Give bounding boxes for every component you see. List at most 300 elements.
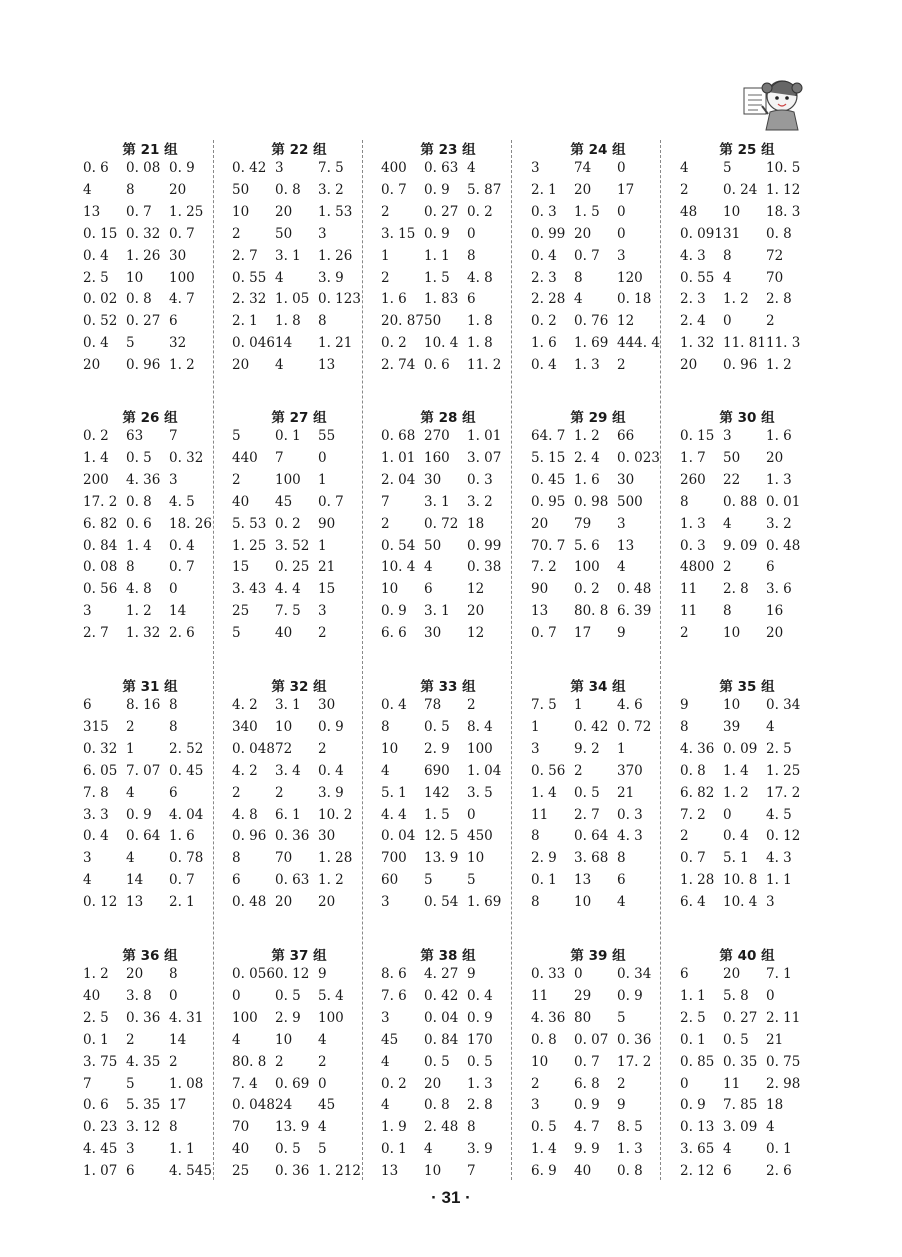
answer-value: 6 (83, 697, 92, 713)
answer-value: 15 (232, 559, 250, 576)
answer-value: 1. 8 (275, 313, 301, 330)
answer-value: 0 (169, 581, 178, 598)
answer-value: 55 (318, 428, 336, 444)
answer-value: 0. 091 (680, 225, 723, 242)
answer-value: 0. 5 (126, 449, 152, 466)
answer-value: 120 (617, 269, 643, 286)
answer-value: 1. 3 (574, 357, 600, 374)
answer-value: 0. 32 (169, 449, 204, 466)
answer-value: 0. 9 (574, 1097, 600, 1114)
answer-value: 2. 11 (766, 1009, 801, 1026)
answer-value: 0. 046 (232, 335, 275, 352)
answer-value: 12 (467, 581, 485, 598)
answer-value: 0. 07 (574, 1031, 609, 1048)
answer-value: 0. 9 (617, 987, 643, 1004)
answer-value: 8. 6 (381, 966, 407, 982)
answer-value: 4 (318, 1031, 327, 1048)
answer-value: 2. 48 (424, 1119, 459, 1136)
answer-value: 3 (381, 1009, 390, 1026)
answer-value: 0. 9 (169, 160, 195, 176)
answer-value: 1. 2 (126, 603, 152, 620)
answer-value: 50 (424, 537, 442, 554)
answer-value: 18. 26 (169, 515, 212, 532)
answer-value: 6 (232, 872, 241, 889)
answer-value: 0. 32 (126, 225, 161, 242)
answer-value: 7. 2 (680, 806, 706, 823)
answer-value: 66 (617, 428, 635, 444)
answer-value: 7. 2 (531, 559, 557, 576)
answer-value: 4 (83, 181, 92, 198)
answer-value: 6 (169, 313, 178, 330)
answer-value: 1 (531, 718, 540, 735)
group-title: 第 33 组 (420, 679, 476, 695)
answer-value: 20 (232, 357, 250, 374)
group-title: 第 31 组 (122, 679, 178, 695)
answer-value: 6. 82 (680, 784, 715, 801)
answer-value: 4 (617, 894, 626, 911)
answer-value: 6. 9 (531, 1163, 557, 1180)
answer-value: 5. 15 (531, 449, 566, 466)
answer-value: 2. 6 (766, 1163, 792, 1180)
answer-value: 2 (381, 269, 390, 286)
answer-value: 0 (467, 806, 476, 823)
answer-value: 1. 3 (617, 1141, 643, 1158)
answer-value: 0 (723, 806, 732, 823)
answer-value: 7. 4 (232, 1075, 258, 1092)
answer-value: 30 (318, 828, 336, 845)
group-title: 第 27 组 (271, 410, 327, 426)
answer-value: 0. 42 (424, 987, 459, 1004)
answer-value: 0. 5 (424, 718, 450, 735)
answer-value: 1. 1 (766, 872, 792, 889)
answer-value: 17. 2 (83, 493, 118, 510)
answer-value: 4 (83, 872, 92, 889)
answer-value: 1. 5 (424, 269, 450, 286)
answer-value: 2 (318, 1053, 327, 1070)
answer-value: 45 (275, 493, 293, 510)
answer-value: 20 (275, 203, 293, 220)
answer-value: 2 (617, 1075, 626, 1092)
answer-value: 13 (617, 537, 635, 554)
answer-value: 5 (318, 1141, 327, 1158)
answer-value: 0. 12 (275, 966, 310, 982)
answer-value: 5 (126, 1075, 135, 1092)
answer-value: 0. 27 (723, 1009, 758, 1026)
answer-value: 0. 1 (680, 1031, 706, 1048)
answer-value: 3. 2 (467, 493, 493, 510)
answer-value: 0. 6 (126, 515, 152, 532)
answer-value: 0. 72 (617, 718, 652, 735)
answer-value: 10 (275, 718, 293, 735)
answer-value: 1. 2 (169, 357, 195, 374)
answer-value: 1. 5 (574, 203, 600, 220)
answer-value: 0 (467, 225, 476, 242)
answer-value: 20 (766, 449, 784, 466)
answer-value: 20 (680, 357, 698, 374)
answer-value: 17 (574, 625, 592, 642)
answer-value: 1. 2 (83, 966, 109, 982)
answer-value: 7. 8 (83, 784, 109, 801)
answer-value: 70 (275, 850, 293, 867)
answer-value: 0. 5 (275, 1141, 301, 1158)
answer-value: 4. 3 (766, 850, 792, 867)
answer-value: 8. 16 (126, 697, 161, 713)
answer-value: 0. 08 (83, 559, 118, 576)
answer-value: 6. 8 (574, 1075, 600, 1092)
answer-value: 2. 32 (232, 291, 267, 308)
answer-value: 0. 45 (531, 471, 566, 488)
answer-value: 0. 7 (381, 181, 407, 198)
answer-value: 3 (83, 603, 92, 620)
answer-value: 2. 3 (531, 269, 557, 286)
answer-value: 0. 02 (83, 291, 118, 308)
answer-value: 1. 2 (318, 872, 344, 889)
answer-value: 4 (126, 784, 135, 801)
answer-value: 45 (381, 1031, 399, 1048)
answer-value: 11 (531, 806, 549, 823)
answer-value: 7. 07 (126, 762, 161, 779)
answer-value: 1 (617, 740, 626, 757)
answer-value: 10 (574, 894, 592, 911)
answer-value: 2. 5 (766, 740, 792, 757)
answer-value: 8 (467, 1119, 476, 1136)
group-title: 第 32 组 (271, 679, 327, 695)
answer-value: 0. 96 (232, 828, 267, 845)
answer-value: 2. 8 (467, 1097, 493, 1114)
answer-value: 3. 09 (723, 1119, 758, 1136)
answer-value: 90 (531, 581, 549, 598)
answer-value: 0. 2 (574, 581, 600, 598)
answer-value: 2. 98 (766, 1075, 801, 1092)
answer-value: 3 (766, 894, 775, 911)
answer-value: 63 (126, 428, 144, 444)
answer-value: 1. 69 (467, 894, 502, 911)
answer-value: 20. 87 (381, 313, 424, 330)
answer-value: 1. 25 (169, 203, 204, 220)
group-title: 第 39 组 (570, 948, 626, 964)
answer-value: 0. 95 (531, 493, 566, 510)
answer-value: 0. 8 (275, 181, 301, 198)
answer-value: 2. 7 (574, 806, 600, 823)
answer-value: 1. 04 (467, 762, 502, 779)
answer-value: 3. 68 (574, 850, 609, 867)
answer-value: 40 (574, 1163, 592, 1180)
answer-value: 4. 8 (232, 806, 258, 823)
answer-value: 14 (169, 603, 187, 620)
answer-value: 4. 4 (275, 581, 301, 598)
answer-value: 6 (617, 872, 626, 889)
answer-value: 10 (723, 625, 741, 642)
answer-value: 0. 2 (467, 203, 493, 220)
answer-value: 4 (766, 1119, 775, 1136)
answer-value: 2 (318, 625, 327, 642)
answer-value: 3. 1 (275, 697, 301, 713)
answer-value: 2 (467, 697, 476, 713)
answer-value: 0. 7 (169, 872, 195, 889)
answer-value: 3 (723, 428, 732, 444)
answer-value: 60 (381, 872, 399, 889)
answer-value: 10 (232, 203, 250, 220)
answer-value: 2 (169, 1053, 178, 1070)
answer-value: 690 (424, 762, 450, 779)
answer-value: 7 (83, 1075, 92, 1092)
answer-value: 0. 13 (680, 1119, 715, 1136)
answer-value: 21 (318, 559, 336, 576)
answer-value: 50 (275, 225, 293, 242)
answer-value: 0. 32 (83, 740, 118, 757)
answer-value: 0. 63 (424, 160, 459, 176)
answer-value: 64. 7 (531, 428, 566, 444)
answer-value: 1. 4 (531, 784, 557, 801)
answer-value: 1. 5 (424, 806, 450, 823)
answer-value: 0. 27 (424, 203, 459, 220)
answer-value: 0. 23 (83, 1119, 118, 1136)
answer-value: 2 (232, 471, 241, 488)
group-title: 第 36 组 (122, 948, 178, 964)
answer-value: 2 (318, 740, 327, 757)
answer-value: 0. 99 (467, 537, 502, 554)
answer-value: 1 (574, 697, 583, 713)
answer-value: 18. 3 (766, 203, 801, 220)
answer-value: 315 (83, 718, 109, 735)
answer-value: 0. 8 (766, 225, 792, 242)
answer-value: 4 (617, 559, 626, 576)
answer-value: 0. 1 (381, 1141, 407, 1158)
answer-value: 7. 5 (275, 603, 301, 620)
group-title: 第 22 组 (271, 142, 327, 158)
answer-value: 2 (574, 762, 583, 779)
answer-value: 20 (83, 357, 101, 374)
answer-value: 0. 2 (381, 335, 407, 352)
answer-value: 0. 3 (531, 203, 557, 220)
answer-value: 7. 5 (318, 160, 344, 176)
answer-value: 10. 4 (424, 335, 459, 352)
answer-value: 4 (766, 718, 775, 735)
answer-value: 1. 32 (126, 625, 161, 642)
answer-value: 12 (617, 313, 635, 330)
answer-value: 0. 1 (531, 872, 557, 889)
answer-value: 6. 39 (617, 603, 652, 620)
answer-value: 10 (381, 581, 399, 598)
answer-value: 8. 5 (617, 1119, 643, 1136)
answer-value: 10 (424, 1163, 442, 1180)
answer-value: 4 (232, 1031, 241, 1048)
group-title: 第 28 组 (420, 410, 476, 426)
answer-value: 3. 9 (467, 1141, 493, 1158)
answer-value: 3 (169, 471, 178, 488)
answer-value: 6 (723, 1163, 732, 1180)
answer-value: 13. 9 (424, 850, 459, 867)
group-title: 第 29 组 (570, 410, 626, 426)
answer-value: 10. 2 (318, 806, 353, 823)
answer-value: 31 (723, 225, 741, 242)
answer-value: 11. 3 (766, 335, 801, 352)
answer-value: 4. 35 (126, 1053, 161, 1070)
answer-value: 2 (766, 313, 775, 330)
answer-value: 1. 25 (766, 762, 801, 779)
answer-value: 4. 45 (83, 1141, 118, 1158)
answer-value: 0. 48 (766, 537, 801, 554)
answer-value: 5 (723, 160, 732, 176)
answer-value: 5. 53 (232, 515, 267, 532)
answer-value: 10 (275, 1031, 293, 1048)
answer-value: 0. 7 (574, 1053, 600, 1070)
answer-value: 1. 26 (318, 247, 353, 264)
answer-value: 3. 75 (83, 1053, 118, 1070)
answer-value: 2. 04 (381, 471, 416, 488)
answer-value: 72 (766, 247, 784, 264)
answer-value: 3. 15 (381, 225, 416, 242)
answer-value: 0. 85 (680, 1053, 715, 1070)
answer-value: 0. 98 (574, 493, 609, 510)
answer-value: 8 (169, 718, 178, 735)
answer-value: 6 (126, 1163, 135, 1180)
answer-value: 0. 1 (766, 1141, 792, 1158)
answer-value: 3. 12 (126, 1119, 161, 1136)
answer-value: 8 (169, 1119, 178, 1136)
answer-value: 22 (723, 471, 741, 488)
answer-value: 7. 1 (766, 966, 792, 982)
column-divider (660, 140, 661, 1180)
answer-value: 0. 9 (126, 806, 152, 823)
answer-value: 1. 6 (169, 828, 195, 845)
answer-value: 1. 7 (680, 449, 706, 466)
answer-value: 5. 35 (126, 1097, 161, 1114)
answer-value: 30 (318, 697, 336, 713)
answer-value: 14 (126, 872, 144, 889)
answer-value: 4. 27 (424, 966, 459, 982)
answer-value: 2. 4 (574, 449, 600, 466)
answer-value: 0. 75 (766, 1053, 801, 1070)
answer-value: 16 (766, 603, 784, 620)
answer-value: 90 (318, 515, 336, 532)
answer-value: 5 (617, 1009, 626, 1026)
answer-value: 0. 8 (126, 493, 152, 510)
answer-value: 100 (574, 559, 600, 576)
answer-value: 0. 8 (424, 1097, 450, 1114)
answer-value: 0. 4 (318, 762, 344, 779)
answer-value: 4 (381, 1097, 390, 1114)
answer-value: 2 (275, 784, 284, 801)
answer-value: 0. 12 (766, 828, 801, 845)
answer-value: 450 (467, 828, 493, 845)
answer-value: 8 (232, 850, 241, 867)
answer-value: 1 (318, 471, 327, 488)
answer-value: 0. 8 (617, 1163, 643, 1180)
answer-value: 4 (574, 291, 583, 308)
answer-value: 400 (381, 160, 407, 176)
answer-value: 0. 42 (232, 160, 267, 176)
answer-value: 3 (126, 1141, 135, 1158)
answer-value: 2. 6 (169, 625, 195, 642)
column-divider (213, 140, 214, 1180)
answer-value: 4. 36 (531, 1009, 566, 1026)
answer-value: 4 (424, 559, 433, 576)
answer-value: 2 (531, 1075, 540, 1092)
answer-value: 2. 3 (680, 291, 706, 308)
answer-value: 79 (574, 515, 592, 532)
answer-value: 0. 8 (680, 762, 706, 779)
answer-value: 7. 85 (723, 1097, 758, 1114)
answer-value: 7 (275, 449, 284, 466)
answer-value: 3. 65 (680, 1141, 715, 1158)
answer-value: 70. 7 (531, 537, 566, 554)
answer-value: 10 (531, 1053, 549, 1070)
answer-value: 7. 5 (531, 697, 557, 713)
answer-value: 1. 08 (169, 1075, 204, 1092)
answer-value: 8 (169, 697, 178, 713)
answer-value: 340 (232, 718, 258, 735)
answer-value: 8 (574, 269, 583, 286)
answer-value: 0. 6 (83, 160, 109, 176)
answer-value: 3 (318, 603, 327, 620)
answer-value: 4 (318, 1119, 327, 1136)
answer-value: 4 (275, 269, 284, 286)
answer-value: 6 (680, 966, 689, 982)
answer-value: 0. 76 (574, 313, 609, 330)
answer-value: 4 (723, 515, 732, 532)
answer-value: 0. 4 (83, 828, 109, 845)
column-divider (511, 140, 512, 1180)
answer-value: 1. 53 (318, 203, 353, 220)
answer-value: 30 (424, 625, 442, 642)
answer-value: 5. 8 (723, 987, 749, 1004)
answer-value: 0. 96 (126, 357, 161, 374)
answer-value: 0. 34 (617, 966, 652, 982)
answer-value: 0. 1 (275, 428, 301, 444)
answer-value: 2. 4 (680, 313, 706, 330)
answer-value: 1. 32 (680, 335, 715, 352)
answer-value: 0. 84 (424, 1031, 459, 1048)
answer-value: 440 (232, 449, 258, 466)
answer-value: 10. 5 (766, 160, 801, 176)
answer-value: 0 (617, 160, 626, 176)
answer-value: 0. 2 (83, 428, 109, 444)
answer-value: 0. 023 (617, 449, 660, 466)
answer-value: 2. 28 (531, 291, 566, 308)
answer-value: 9 (617, 625, 626, 642)
answer-value: 3 (617, 247, 626, 264)
answer-value: 1. 69 (574, 335, 609, 352)
answer-value: 10. 4 (381, 559, 416, 576)
answer-value: 0. 04 (381, 828, 416, 845)
answer-value: 20 (574, 225, 592, 242)
answer-value: 0. 64 (574, 828, 609, 845)
answer-value: 0. 96 (723, 357, 758, 374)
answer-value: 21 (766, 1031, 784, 1048)
answer-value: 3. 2 (318, 181, 344, 198)
answer-value: 200 (83, 471, 109, 488)
answer-value: 70 (766, 269, 784, 286)
answer-value: 8 (723, 247, 732, 264)
answer-value: 0. 36 (275, 1163, 310, 1180)
answer-value: 0. 88 (723, 493, 758, 510)
answer-value: 20 (318, 894, 336, 911)
answer-value: 4. 7 (574, 1119, 600, 1136)
answer-value: 0. 09 (723, 740, 758, 757)
answer-value: 1. 28 (318, 850, 353, 867)
answer-value: 1 (318, 537, 327, 554)
answer-value: 142 (424, 784, 450, 801)
answer-value: 8 (169, 966, 178, 982)
answer-value: 0. 7 (169, 559, 195, 576)
answer-value: 5. 1 (723, 850, 749, 867)
answer-value: 2. 5 (83, 1009, 109, 1026)
answer-value: 3. 52 (275, 537, 310, 554)
answer-value: 7 (169, 428, 178, 444)
answer-value: 500 (617, 493, 643, 510)
page-number: · 31 · (431, 1188, 471, 1207)
